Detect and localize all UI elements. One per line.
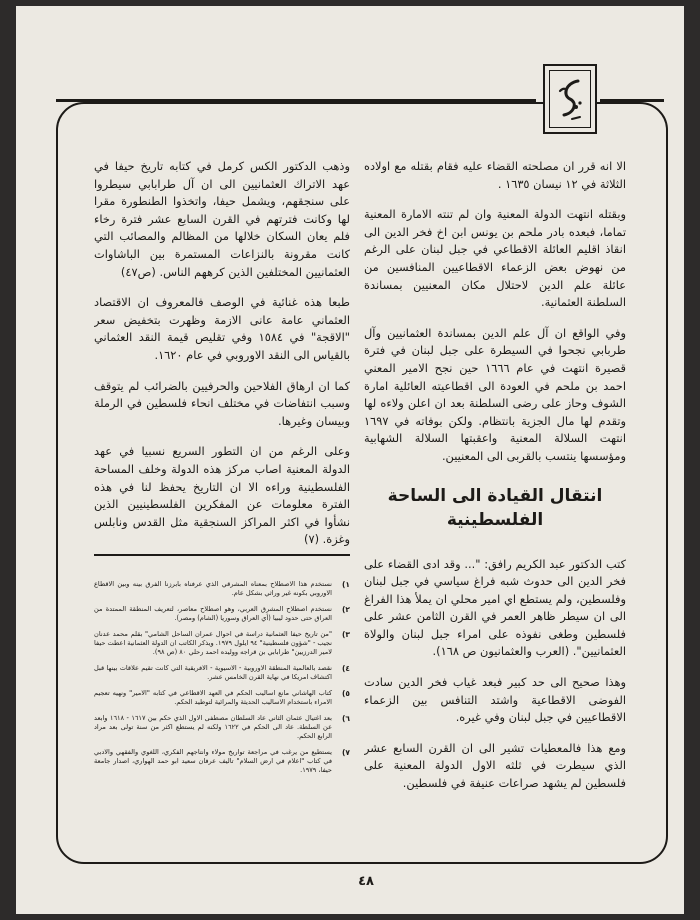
footnote-text: بعد اغتيال عثمان الثاني عاد السلطان مصطفى الاول الذي حكم بين ١٦١٧ - ١٦١٨ وابعد عن السلطة. عاد الى الحكم في ١٦٢٢ ولكنه لم يستطع اكثر من سنة تولى بعد مراد الرابع الحكم. [94, 714, 333, 740]
footnote-item [94, 605, 350, 623]
footnote-number: ١) [341, 580, 350, 589]
section-logo-inner [549, 70, 591, 128]
footnote-item [94, 689, 350, 707]
footnotes [94, 580, 350, 830]
footnote-text: نستخدم هذا الاصطلاح بمعناه المشرقي الذي عرفناه بابرزنا الفرق بينه وبين الاقطاع الاوروبي بكونه غير وراثي بشكل عام. [94, 580, 332, 597]
left-paragraph: طبعا هذه غنائية في الوصف فالمعروف ان الاقتصاد العثماني عامة عانى الازمة وظهرت بتخفيض سعر "الاقجة" في ١٥٨٤ وفي تقليص قيمة النقد العثماني بالقياس الى النقد الاوروبي في عام ١٦٢٠. [94, 295, 350, 362]
left-paragraph: وعلى الرغم من ان التطور السريع نسبيا في عهد الدولة المعنية اصاب مركز هذه الدولة وخلف المساحة الفلسطينية وراءه الا ان التاريخ يحفظ لنا في هذه الفترة معلومات عن المفكرين الفلسطينيين الذين نشأوا في اكثر المراكز السنجقية مثل القدس ونابلس وغزة. (٧) [94, 444, 350, 546]
footnote-item [94, 580, 350, 598]
right-paragraph: الا انه قرر ان مصلحته القضاء عليه فقام بقتله مع اولاده الثلاثة في ١٢ نيسان ١٦٣٥ . [364, 159, 626, 191]
footnote-text: يستطيع من يرغب في مراجعة تواريخ مولاء وانتاجهم الفكري، اللغوي والفقهي والادبي في كتاب "اعلام في ارض السلام" تاليف عرفان سعيد ابو حمد الهواري، اصدار جامعة حيفا، ١٩٧٩. [94, 748, 332, 774]
right-text-column [364, 158, 626, 858]
footnote-number: ٧) [341, 748, 350, 757]
right-paragraph: ومع هذا فالمعطيات تشير الى ان القرن السابع عشر الذي سيطرت في ثلثه الاول الدولة المعنية على فلسطين لم يشهد صراعات عنيفة في فلسطين. [364, 740, 626, 791]
footnote-item [94, 714, 350, 741]
footnote-text: نقصد بالعالمية المنطقة الاوروبية - الاسيوية - الافريقية التي كانت تقيم علاقات بينها قبل اكتشاف امريكا في نهاية القرن الخامس عشر. [94, 664, 332, 681]
footnote-text: نستخدم اصطلاح المشرق العربي، وهو اصطلاح معاصر، لتعريف المنطقة الممتدة من العراق حتى حدود ليبيا (أي العراق وسوريا (الشام) ومصر). [94, 605, 332, 622]
magazine-page [16, 6, 684, 914]
footnote-number: ٦) [341, 714, 350, 723]
calligraphy-logo-icon [552, 73, 588, 125]
footnote-item [94, 748, 350, 775]
right-paragraph: وفي الواقع ان آل علم الدين بمساندة العثمانيين وآل طربابي نجحوا في السيطرة على جبل لبنان في فترة قصيرة انتهت في عام ١٦٦٦ حين نجح الامير المعني احمد بن ملحم في العودة الى اقطاعيته العائلية امارة الشوف وحاز على رضى السلطنة بعد ان اعلن ولاءه لها وتقدم لها مال الجزية بانتظام. ولكن بوفاته في ١٦٩٧ انتهت السلالة المعنية واعقبتها السلالة الشهابية ومؤسسها ينتسب بالقربى الى المعنيين. [364, 325, 626, 463]
footnote-number: ٥) [341, 689, 350, 698]
footnote-number: ٣) [341, 630, 350, 639]
footnote-item [94, 630, 350, 657]
footnote-number: ٢) [341, 605, 350, 614]
footnote-text: كتاب الهاشاني مانع اساليب الحكم في العهد الاقطاعي في كتابه "الامير" ونهيه تعجيم الامراء باستخدام الاساليب الحديثة والمرائية لتوطيد الحكم. [94, 689, 332, 706]
section-logo [543, 64, 597, 134]
right-paragraph: كتب الدكتور عبد الكريم رافق: "... وقد ادى القضاء على فخر الدين الى حدوث شبه فراغ سياسي في جبل لبنان وفلسطين، ولم يستطع اي امير محلي ان يملأ هذا الفراغ الى ان سيطر ظاهر العمر في القرن الثامن عشر على فلسطين وطغى نفوذه على امراء جبل لبنان والولاة العثمانيين". (العرب والعثمانيون ص ١٦٨). [364, 556, 626, 659]
right-paragraph: وبقتله انتهت الدولة المعنية وان لم تنته الامارة المعنية تماما، فبعده بادر ملحم بن يونس ابن اخ فخر الدين الى انقاذ اقليم العائلة الاقطاعي في جبل لبنان على الرغم من نهوض بعض الزعماء الاقطاعيين المنافسين من عائلة علم الدين لاحتلال مكان المعنيين بمساندة السلطنة العثمانية. [364, 207, 626, 310]
right-paragraph: وهذا صحيح الى حد كبير فبعد غياب فخر الدين سادت الفوضى الاقطاعية واشتد التنافس بين الزعماء الاقطاعيين في جبل لبنان وفي غيره. [364, 675, 626, 725]
footnote-text: "من تاريخ حيفا العثمانية دراسة في احوال عمران الساحل الشامي" بقلم محمد عدنان نجيب - "شؤون فلسطينية" ٩٤ ايلول ١٩٧٩. ويذكر الكاتب ان الدولة العثمانية اعطت حيفا لامير الدرزيين" طرابابي بن قراجه ووليده احمد رحلي ٨٠ (ص ٩٨). [94, 630, 332, 656]
page-number: ٤٨ [358, 874, 374, 889]
left-paragraph: كما ان ارهاق الفلاحين والحرفيين بالضرائب لم يتوقف وسبب انتفاضات في مختلف انحاء فلسطين في الرملة وبيسان وغيرها. [94, 378, 350, 428]
left-text-column [94, 158, 350, 546]
footnotes-divider [94, 554, 350, 556]
footnote-number: ٤) [341, 664, 350, 673]
section-heading: انتقال القيادة الى الساحة الفلسطينية [387, 485, 603, 530]
footnote-item [94, 664, 350, 682]
left-paragraph: وذهب الدكتور الكس كرمل في كتابه تاريخ حيفا في عهد الاتراك العثمانيين الى ان آل طرابابي سيطروا على سنجقهم، ويشمل حيفا، واتخذوا الطنطورة مقرا لها وكانت فترتهم في القرن السابع عشر فترة رخاء فلم يعان السكان خلالها من المظالم والمصائب التي كانت مقرونة بالنزاعات المستمرة بين الباشاوات العثمانيين المختلفين الذين كرههم الناس. (ص٤٧) [94, 159, 350, 279]
